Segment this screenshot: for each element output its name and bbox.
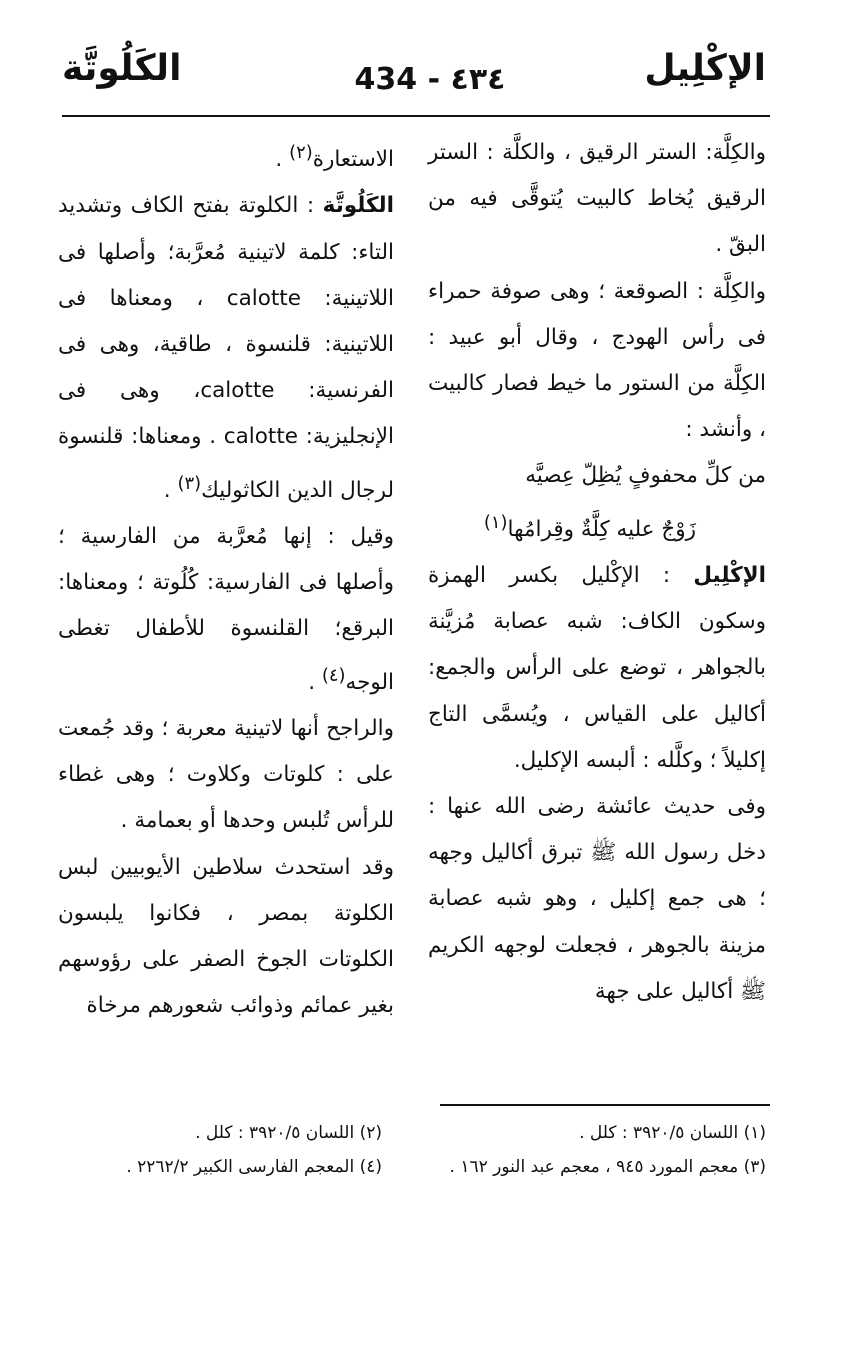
- header-rule: [62, 115, 770, 117]
- right-column: [428, 130, 766, 1015]
- entry-headword: الكَلُوتَّة: [322, 193, 394, 219]
- page-number: 434 - ٤٣٤: [354, 62, 506, 97]
- paragraph: والراجح أنها لاتينية معربة ؛ وقد جُمعت على : كلوتات وكلاوت ؛ وهى غطاء للرأس تُلبس وحدها أو بعمامة .: [58, 715, 394, 834]
- footnote: (٢) اللسان ٣٩٢٠/٥ : كلل .: [195, 1123, 382, 1143]
- paragraph-end: .: [163, 477, 178, 503]
- entry-headword: الإكْلِيل: [693, 562, 766, 588]
- footnote-rule: [440, 1104, 770, 1106]
- footnotes-right: [426, 1116, 766, 1184]
- entry-text: : الكلوتة بفتح الكاف وتشديد التاء: كلمة لاتينية مُعرَّبة؛ وأصلها فى اللاتينية: calotte ، ومعناها فى اللاتينية: قلنسوة ، طاقية، وهى فى الفرنسية: calotte، وهى فى الإنجليزية: calotte . ومعناها: قلنسوة لرجال الدين الكاثوليك: [58, 193, 395, 503]
- paragraph-text: الاستعارة: [312, 147, 394, 173]
- paragraph: [58, 130, 394, 183]
- paragraph: وقد استحدث سلاطين الأيوبيين لبس الكلوتة بمصر ، فكانوا يلبسون الكلوتات الجوخ الصفر على رؤوسهم بغير عمائم وذوائب شعورهم مرخاة: [58, 854, 394, 1019]
- footnote: (١) اللسان ٣٩٢٠/٥ : كلل .: [579, 1123, 766, 1143]
- paragraph-end: .: [308, 669, 322, 695]
- paragraph: وفى حديث عائشة رضى الله عنها : دخل رسول الله ﷺ تبرق أكاليل وجهه ؛ هى جمع إكليل ، وهو شبه عصابة مزينة بالجوهر ، فجعلت لوجهه الكريم ﷺ أكاليل على جهة: [428, 794, 766, 1004]
- footnotes-left: [52, 1116, 382, 1184]
- footnote-ref: (٤): [321, 664, 346, 686]
- left-column: [58, 130, 394, 1029]
- verse-line-2: [428, 500, 766, 553]
- entry-paragraph: [58, 183, 394, 514]
- header-entry-left: الكَلُوتَّة: [62, 48, 182, 89]
- paragraph: والكِلَّة: الستر الرقيق ، والكلَّة : الستر الرقيق يُخاط كالبيت يُتوقَّى فيه من البقّ .: [428, 140, 766, 258]
- verse-line-1: من كلِّ محفوفٍ يُظِلّ عِصيَّه: [525, 463, 766, 489]
- footnote-ref: (١): [483, 511, 508, 533]
- entry-text: : الإكْليل بكسر الهمزة وسكون الكاف: شبه عصابة مُزيَّنة بالجواهر ، توضع على الرأس والجمع: أكاليل على القياس ، ويُسمَّى التاج إكليلاً ؛ وكلَّله : ألبسه الإكليل.: [428, 562, 766, 773]
- paragraph-end: .: [275, 147, 290, 173]
- entry-paragraph: [428, 553, 766, 784]
- verse-text: زَوْجٌ عليه كِلَّةٌ وقِرامُها: [507, 516, 696, 542]
- footnote-ref: (٣): [177, 472, 202, 494]
- footnote: (٣) معجم المورد ٩٤٥ ، معجم عبد النور ١٦٢ .: [449, 1157, 766, 1177]
- paragraph-text: وقيل : إنها مُعرَّبة من الفارسية ؛ وأصلها فى الفارسية: كُلُوتة ؛ ومعناها: البرقع؛ القلنسوة للأطفال تغطى الوجه: [58, 523, 394, 695]
- footnote-ref: (٢): [289, 142, 313, 163]
- paragraph: [58, 514, 394, 706]
- footnote: (٤) المعجم الفارسى الكبير ٢٢٦٢/٢ .: [126, 1157, 382, 1177]
- header-entry-right: الإكْلِيل: [644, 48, 766, 89]
- paragraph: والكِلَّة : الصوقعة ؛ وهى صوفة حمراء فى رأس الهودج ، وقال أبو عبيد : الكِلَّة من الستور ما خيط فصار كالبيت ، وأنشد :: [428, 278, 766, 443]
